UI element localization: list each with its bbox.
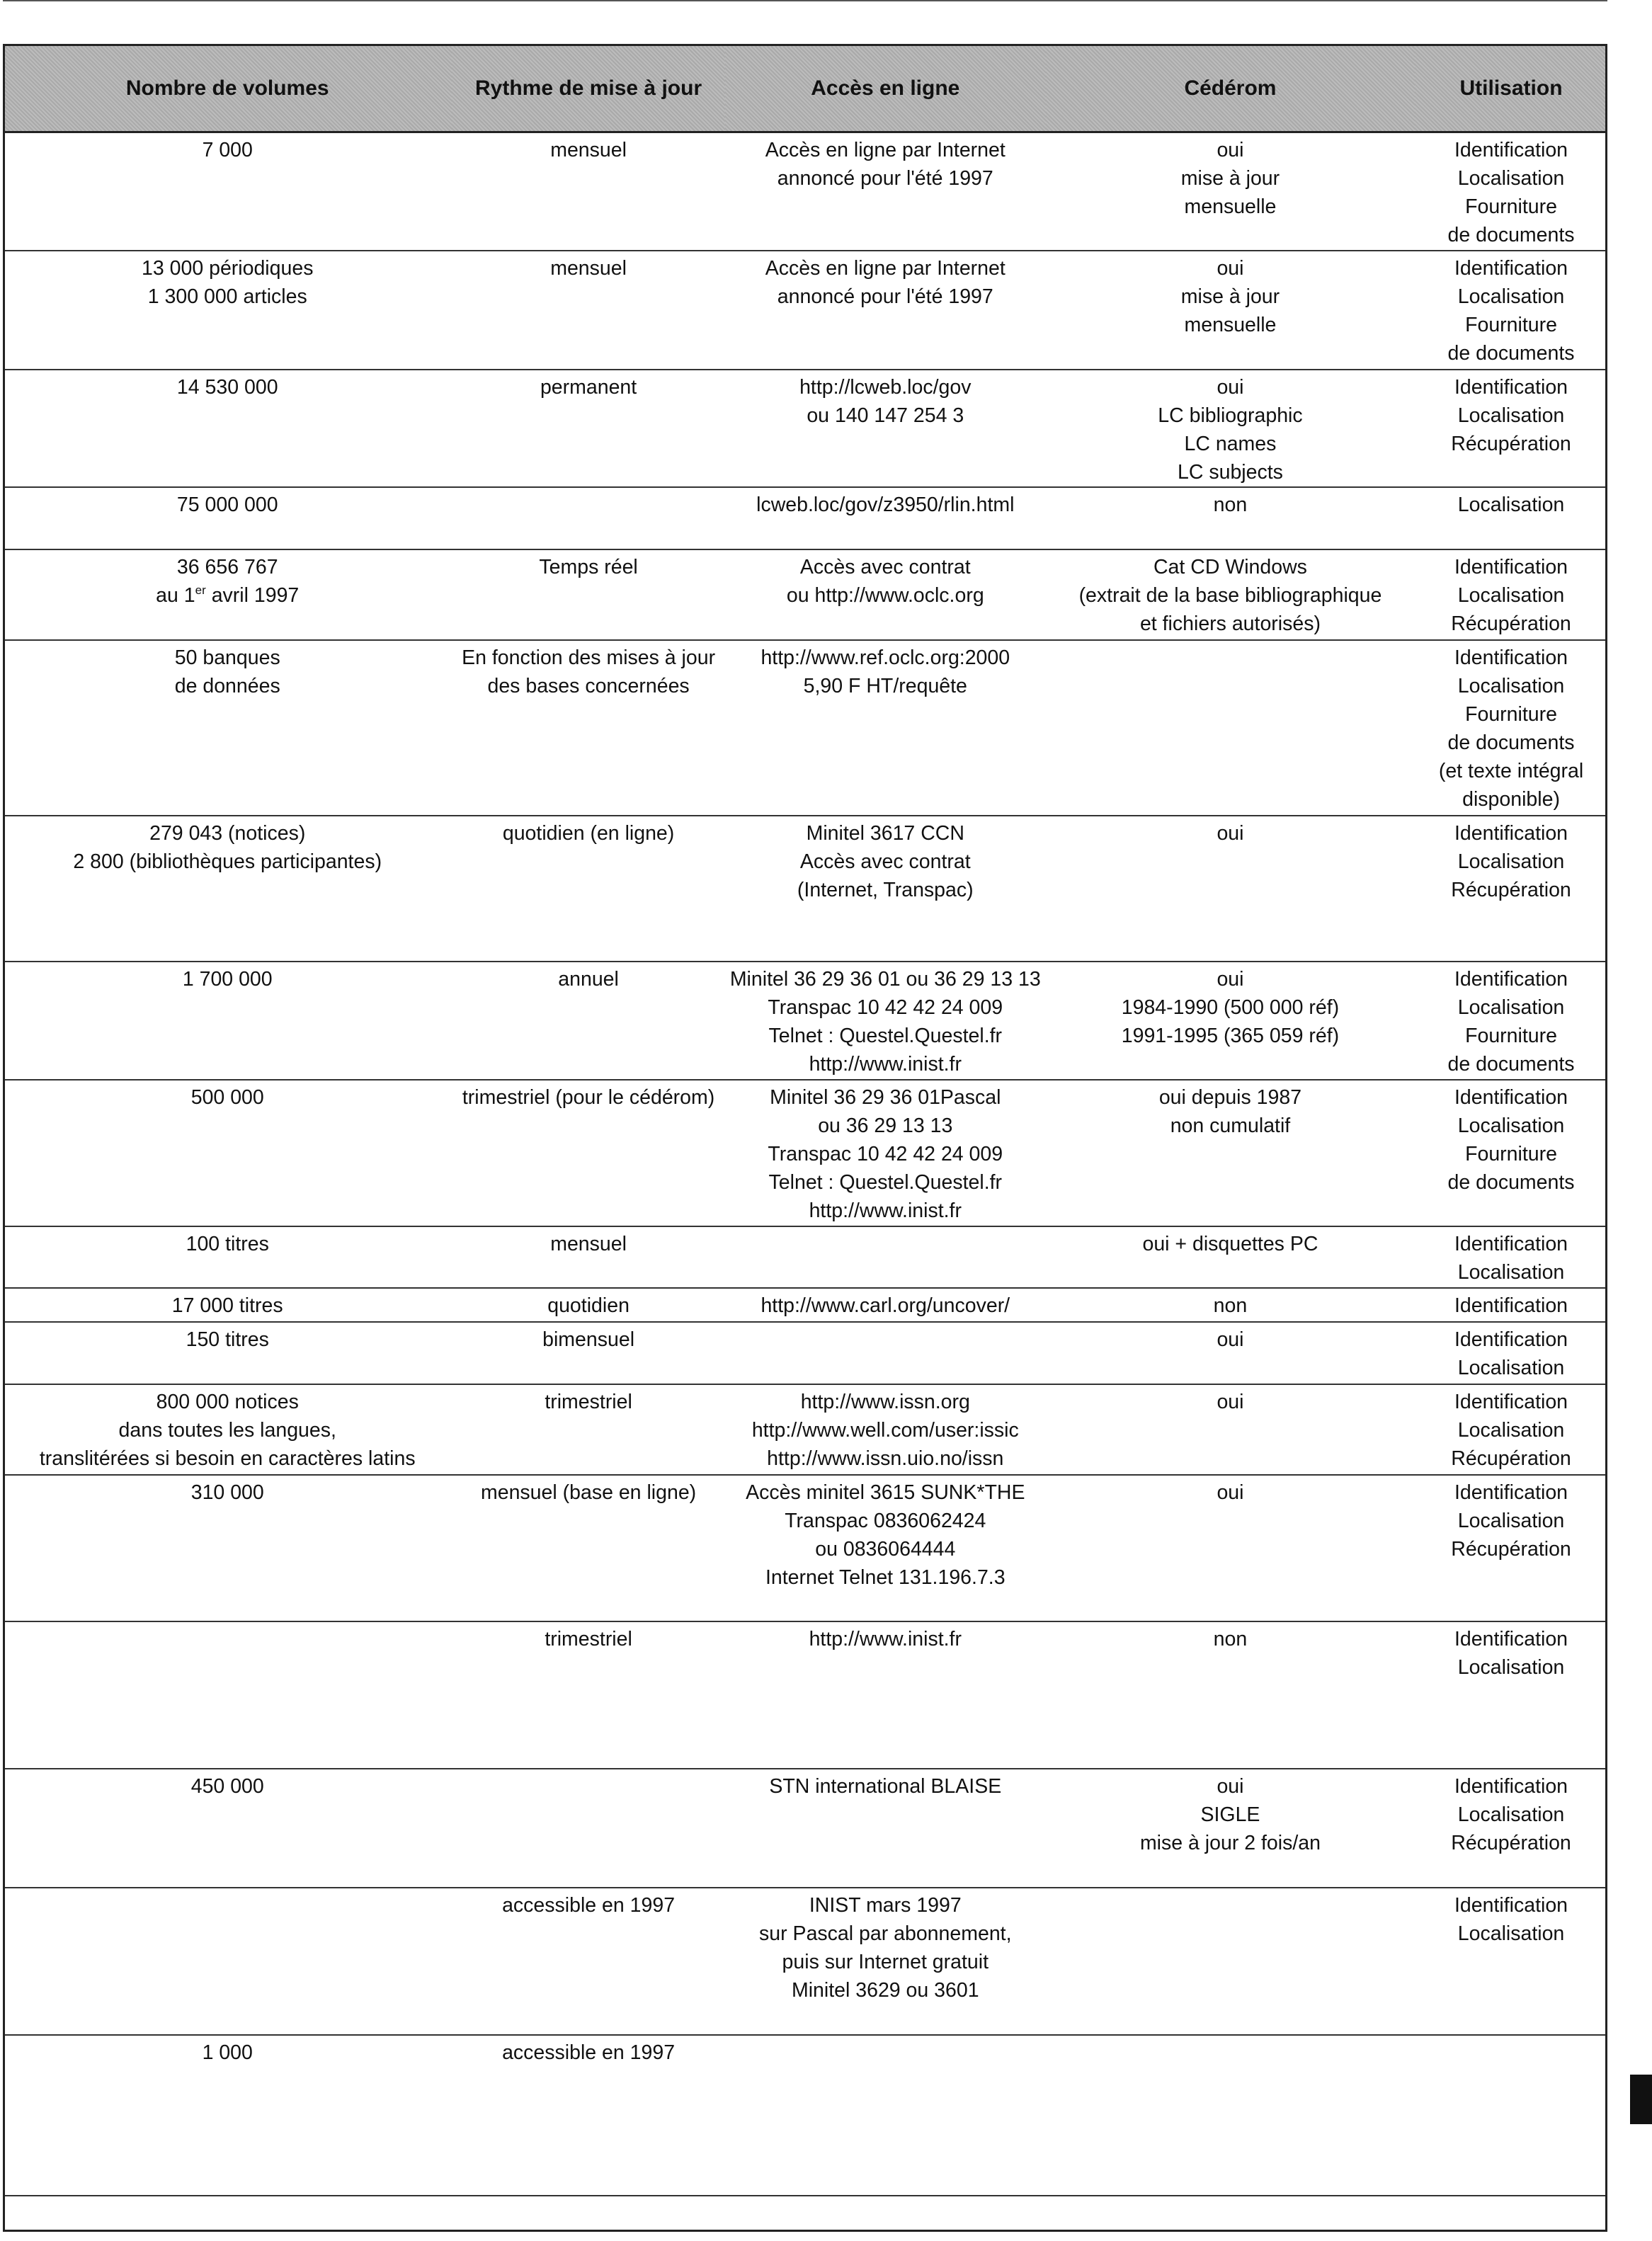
cell-line: Internet Telnet 131.196.7.3: [765, 1566, 1006, 1589]
cell-line: http://www.inist.fr: [809, 1199, 962, 1222]
cell-line: http://www.issn.org: [800, 1390, 970, 1413]
cell-line: oui: [1217, 139, 1244, 161]
cell-line: 500 000: [190, 1085, 264, 1109]
cell-line: Récupération: [1451, 878, 1571, 901]
cell-line: Localisation: [1457, 167, 1565, 190]
cell-line: STN international BLAISE: [769, 1774, 1002, 1798]
cell-line: translitérées si besoin en caractères latins: [39, 1447, 416, 1470]
corner-mark: [1630, 2075, 1652, 2124]
cell-line: oui: [1217, 256, 1244, 280]
cell-line: 75 000 000: [176, 493, 278, 516]
cell-line: http://www.ref.oclc.org:2000: [761, 646, 1010, 669]
cell-line: LC subjects: [1178, 460, 1283, 484]
cell-line: Fourniture: [1465, 1142, 1557, 1165]
cell-line: de documents: [1447, 341, 1575, 365]
cell-line: Localisation: [1457, 1655, 1565, 1679]
cell-line: 100 titres: [186, 1232, 269, 1255]
cell-line: 150 titres: [186, 1328, 269, 1351]
cell-line: Cat CD Windows: [1153, 555, 1307, 578]
cell-line: mise à jour: [1180, 167, 1280, 190]
cell-line: http://www.issn.uio.no/issn: [767, 1447, 1004, 1470]
cell-line: mensuelle: [1184, 313, 1277, 336]
cell-line: de documents: [1447, 1170, 1575, 1194]
cell-line: lcweb.loc/gov/z3950/rlin.html: [756, 493, 1015, 516]
cell-line: accessible en 1997: [502, 1893, 676, 1917]
cell-line: Accès en ligne par Internet: [765, 256, 1006, 280]
cell-line: annoncé pour l'été 1997: [777, 167, 993, 190]
cell-line: permanent: [540, 375, 637, 399]
cell-line: Localisation: [1457, 285, 1565, 308]
cell-line: Temps réel: [539, 555, 638, 578]
cell-line: Localisation: [1457, 404, 1565, 427]
cell-line: Identification: [1454, 555, 1568, 578]
cell-line: Récupération: [1451, 1447, 1571, 1470]
cell-line: oui: [1217, 1328, 1244, 1351]
cell-line: http://www.inist.fr: [809, 1052, 962, 1076]
cell-line: puis sur Internet gratuit: [782, 1950, 989, 1973]
cell-line: Identification: [1454, 1232, 1568, 1255]
cell-line: http://www.well.com/user:issic: [751, 1418, 1019, 1442]
cell-line: non: [1213, 1627, 1248, 1650]
cell-line: Identification: [1454, 139, 1568, 161]
cell-line: Localisation: [1457, 1803, 1565, 1826]
cell-line: oui: [1217, 821, 1244, 845]
cell-line: accessible en 1997: [502, 2041, 676, 2064]
cell-line: trimestriel: [545, 1627, 632, 1650]
cell-line: 1 000: [202, 2041, 253, 2064]
cell-line: SIGLE: [1200, 1803, 1260, 1826]
cell-line: Identification: [1454, 1774, 1568, 1798]
cell-line: Localisation: [1457, 1922, 1565, 1945]
cell-line: ou 0836064444: [815, 1537, 956, 1561]
cell-line: LC names: [1184, 432, 1277, 455]
cell-line: oui: [1217, 1774, 1244, 1798]
cell-line: Identification: [1454, 646, 1568, 669]
cell-line: oui + disquettes PC: [1142, 1232, 1318, 1255]
cell-line: disponible): [1462, 787, 1560, 811]
cell-line: 14 530 000: [176, 375, 278, 399]
cell-line: 7 000: [202, 139, 253, 161]
cell-line: 1991-1995 (365 059 réf): [1121, 1024, 1340, 1047]
cell-line: Minitel 36 29 36 01Pascal: [770, 1085, 1001, 1109]
cell-line: mise à jour 2 fois/an: [1139, 1831, 1321, 1854]
cell-line: Localisation: [1457, 493, 1565, 516]
cell-line: Localisation: [1457, 850, 1565, 873]
header-utilisation: Utilisation: [1415, 45, 1607, 132]
cell-line: oui: [1217, 1481, 1244, 1504]
cell-line: Identification: [1454, 967, 1568, 991]
cell-line: Localisation: [1457, 674, 1565, 697]
cell-line: ou 140 147 254 3: [807, 404, 964, 427]
cell-line: mensuel: [550, 139, 627, 161]
cell-line: sur Pascal par abonnement,: [759, 1922, 1012, 1945]
page-frame: [3, 44, 1607, 2232]
cell-line: En fonction des mises à jour: [462, 646, 716, 669]
cell-line: Localisation: [1457, 1114, 1565, 1137]
cell-line: Identification: [1454, 1627, 1568, 1650]
cell-line: Accès minitel 3615 SUNK*THE: [746, 1481, 1025, 1504]
cell-line: 50 banques: [174, 646, 280, 669]
cell-line: (extrait de la base bibliographique: [1078, 583, 1382, 607]
cell-line: 279 043 (notices): [149, 821, 306, 845]
cell-line: Accès en ligne par Internet: [765, 139, 1006, 161]
cell-line: dans toutes les langues,: [118, 1418, 336, 1442]
cell-line: Identification: [1454, 1481, 1568, 1504]
cell-line: 310 000: [190, 1481, 264, 1504]
cell-line: Fourniture: [1465, 1024, 1557, 1047]
cell-line: Récupération: [1451, 1831, 1571, 1854]
cell-line: Fourniture: [1465, 195, 1557, 218]
cell-line: Transpac 10 42 42 24 009: [768, 1142, 1003, 1165]
cell-line: de données: [174, 674, 280, 697]
cell-line: 13 000 périodiques: [142, 256, 314, 280]
superscript: er: [195, 583, 206, 597]
cell-line: mensuel: [550, 256, 627, 280]
cell-line: Telnet : Questel.Questel.fr: [768, 1170, 1003, 1194]
cell-line: ou 36 29 13 13: [818, 1114, 953, 1137]
cell-line: Minitel 3629 ou 3601: [791, 1978, 979, 2002]
cell-line: Localisation: [1457, 1418, 1565, 1442]
cell-line: oui: [1217, 1390, 1244, 1413]
cell-line: trimestriel (pour le cédérom): [462, 1085, 715, 1109]
cell-line: Localisation: [1457, 1509, 1565, 1532]
cell-line: 17 000 titres: [171, 1294, 283, 1317]
cell-line: mensuel: [550, 1232, 627, 1255]
cell-line: de documents: [1447, 1052, 1575, 1076]
cell-line: mensuelle: [1184, 195, 1277, 218]
cell-line: http://www.carl.org/uncover/: [761, 1294, 1010, 1317]
cell-line: Transpac 10 42 42 24 009: [768, 996, 1003, 1019]
cell-line: 450 000: [190, 1774, 264, 1798]
cell-line: 36 656 767: [176, 555, 278, 578]
cell-line: Récupération: [1451, 612, 1571, 635]
cell-line: Transpac 0836062424: [785, 1509, 986, 1532]
cell-line: Accès avec contrat: [799, 555, 971, 578]
header-rythme-de-mise-a-jour: Rythme de mise à jour: [452, 45, 724, 132]
cell-line: Identification: [1454, 375, 1568, 399]
cell-line: des bases concernées: [487, 674, 690, 697]
cell-line: Localisation: [1457, 583, 1565, 607]
cell-line: mensuel (base en ligne): [480, 1481, 697, 1504]
cell-line: quotidien: [547, 1294, 630, 1317]
cell-line: http://lcweb.loc/gov: [799, 375, 972, 399]
cell-line: 800 000 notices: [156, 1390, 299, 1413]
cell-line: Identification: [1454, 821, 1568, 845]
header-cederom: Cédérom: [1046, 45, 1415, 132]
cell-line: trimestriel: [545, 1390, 632, 1413]
cell-line: Identification: [1454, 256, 1568, 280]
cell-line: Récupération: [1451, 432, 1571, 455]
cell-line: Identification: [1454, 1085, 1568, 1109]
cell-line: Identification: [1454, 1893, 1568, 1917]
cell-line: Identification: [1454, 1328, 1568, 1351]
cell-line: 1 300 000 articles: [147, 285, 307, 308]
cell-line: Localisation: [1457, 996, 1565, 1019]
cell-line: ou http://www.oclc.org: [786, 583, 984, 607]
header-acces-en-ligne: Accès en ligne: [725, 45, 1046, 132]
sheet-top-border: [3, 0, 1607, 1]
cell-line: Identification: [1454, 1390, 1568, 1413]
cell-line: Telnet : Questel.Questel.fr: [768, 1024, 1003, 1047]
cell-line: 1984-1990 (500 000 réf): [1121, 996, 1340, 1019]
cell-line: au 1er avril 1997: [156, 583, 300, 607]
cell-line: non: [1213, 493, 1248, 516]
cell-line: Accès avec contrat: [799, 850, 971, 873]
cell-line: oui: [1217, 375, 1244, 399]
cell-line: oui: [1217, 967, 1244, 991]
cell-line: INIST mars 1997: [809, 1893, 962, 1917]
cell-line: (et texte intégral: [1438, 759, 1584, 782]
cell-line: et fichiers autorisés): [1139, 612, 1321, 635]
cell-line: LC bibliographic: [1158, 404, 1303, 427]
cell-line: annuel: [558, 967, 619, 991]
cell-line: annoncé pour l'été 1997: [777, 285, 993, 308]
cell-line: de documents: [1447, 224, 1575, 246]
header-nombre-de-volumes: Nombre de volumes: [3, 45, 452, 132]
cell-line: non cumulatif: [1170, 1114, 1291, 1137]
cell-line: bimensuel: [542, 1328, 635, 1351]
cell-line: de documents: [1447, 731, 1575, 754]
cell-line: Minitel 3617 CCN: [806, 821, 964, 845]
cell-line: mise à jour: [1180, 285, 1280, 308]
cell-line: Récupération: [1451, 1537, 1571, 1561]
cell-line: 1 700 000: [182, 967, 273, 991]
cell-line: Identification: [1454, 1294, 1568, 1317]
cell-line: Localisation: [1457, 1356, 1565, 1379]
cell-line: (Internet, Transpac): [797, 878, 974, 901]
cell-line: Fourniture: [1465, 313, 1557, 336]
cell-line: quotidien (en ligne): [502, 821, 675, 845]
cell-line: oui depuis 1987: [1158, 1085, 1302, 1109]
cell-line: Minitel 36 29 36 01 ou 36 29 13 13: [729, 967, 1041, 991]
cell-line: http://www.inist.fr: [809, 1627, 962, 1650]
cell-line: 2 800 (bibliothèques participantes): [73, 850, 382, 873]
cell-line: non: [1213, 1294, 1248, 1317]
cell-line: Fourniture: [1465, 702, 1557, 726]
cell-line: Localisation: [1457, 1260, 1565, 1284]
cell-line: 5,90 F HT/requête: [803, 674, 967, 697]
